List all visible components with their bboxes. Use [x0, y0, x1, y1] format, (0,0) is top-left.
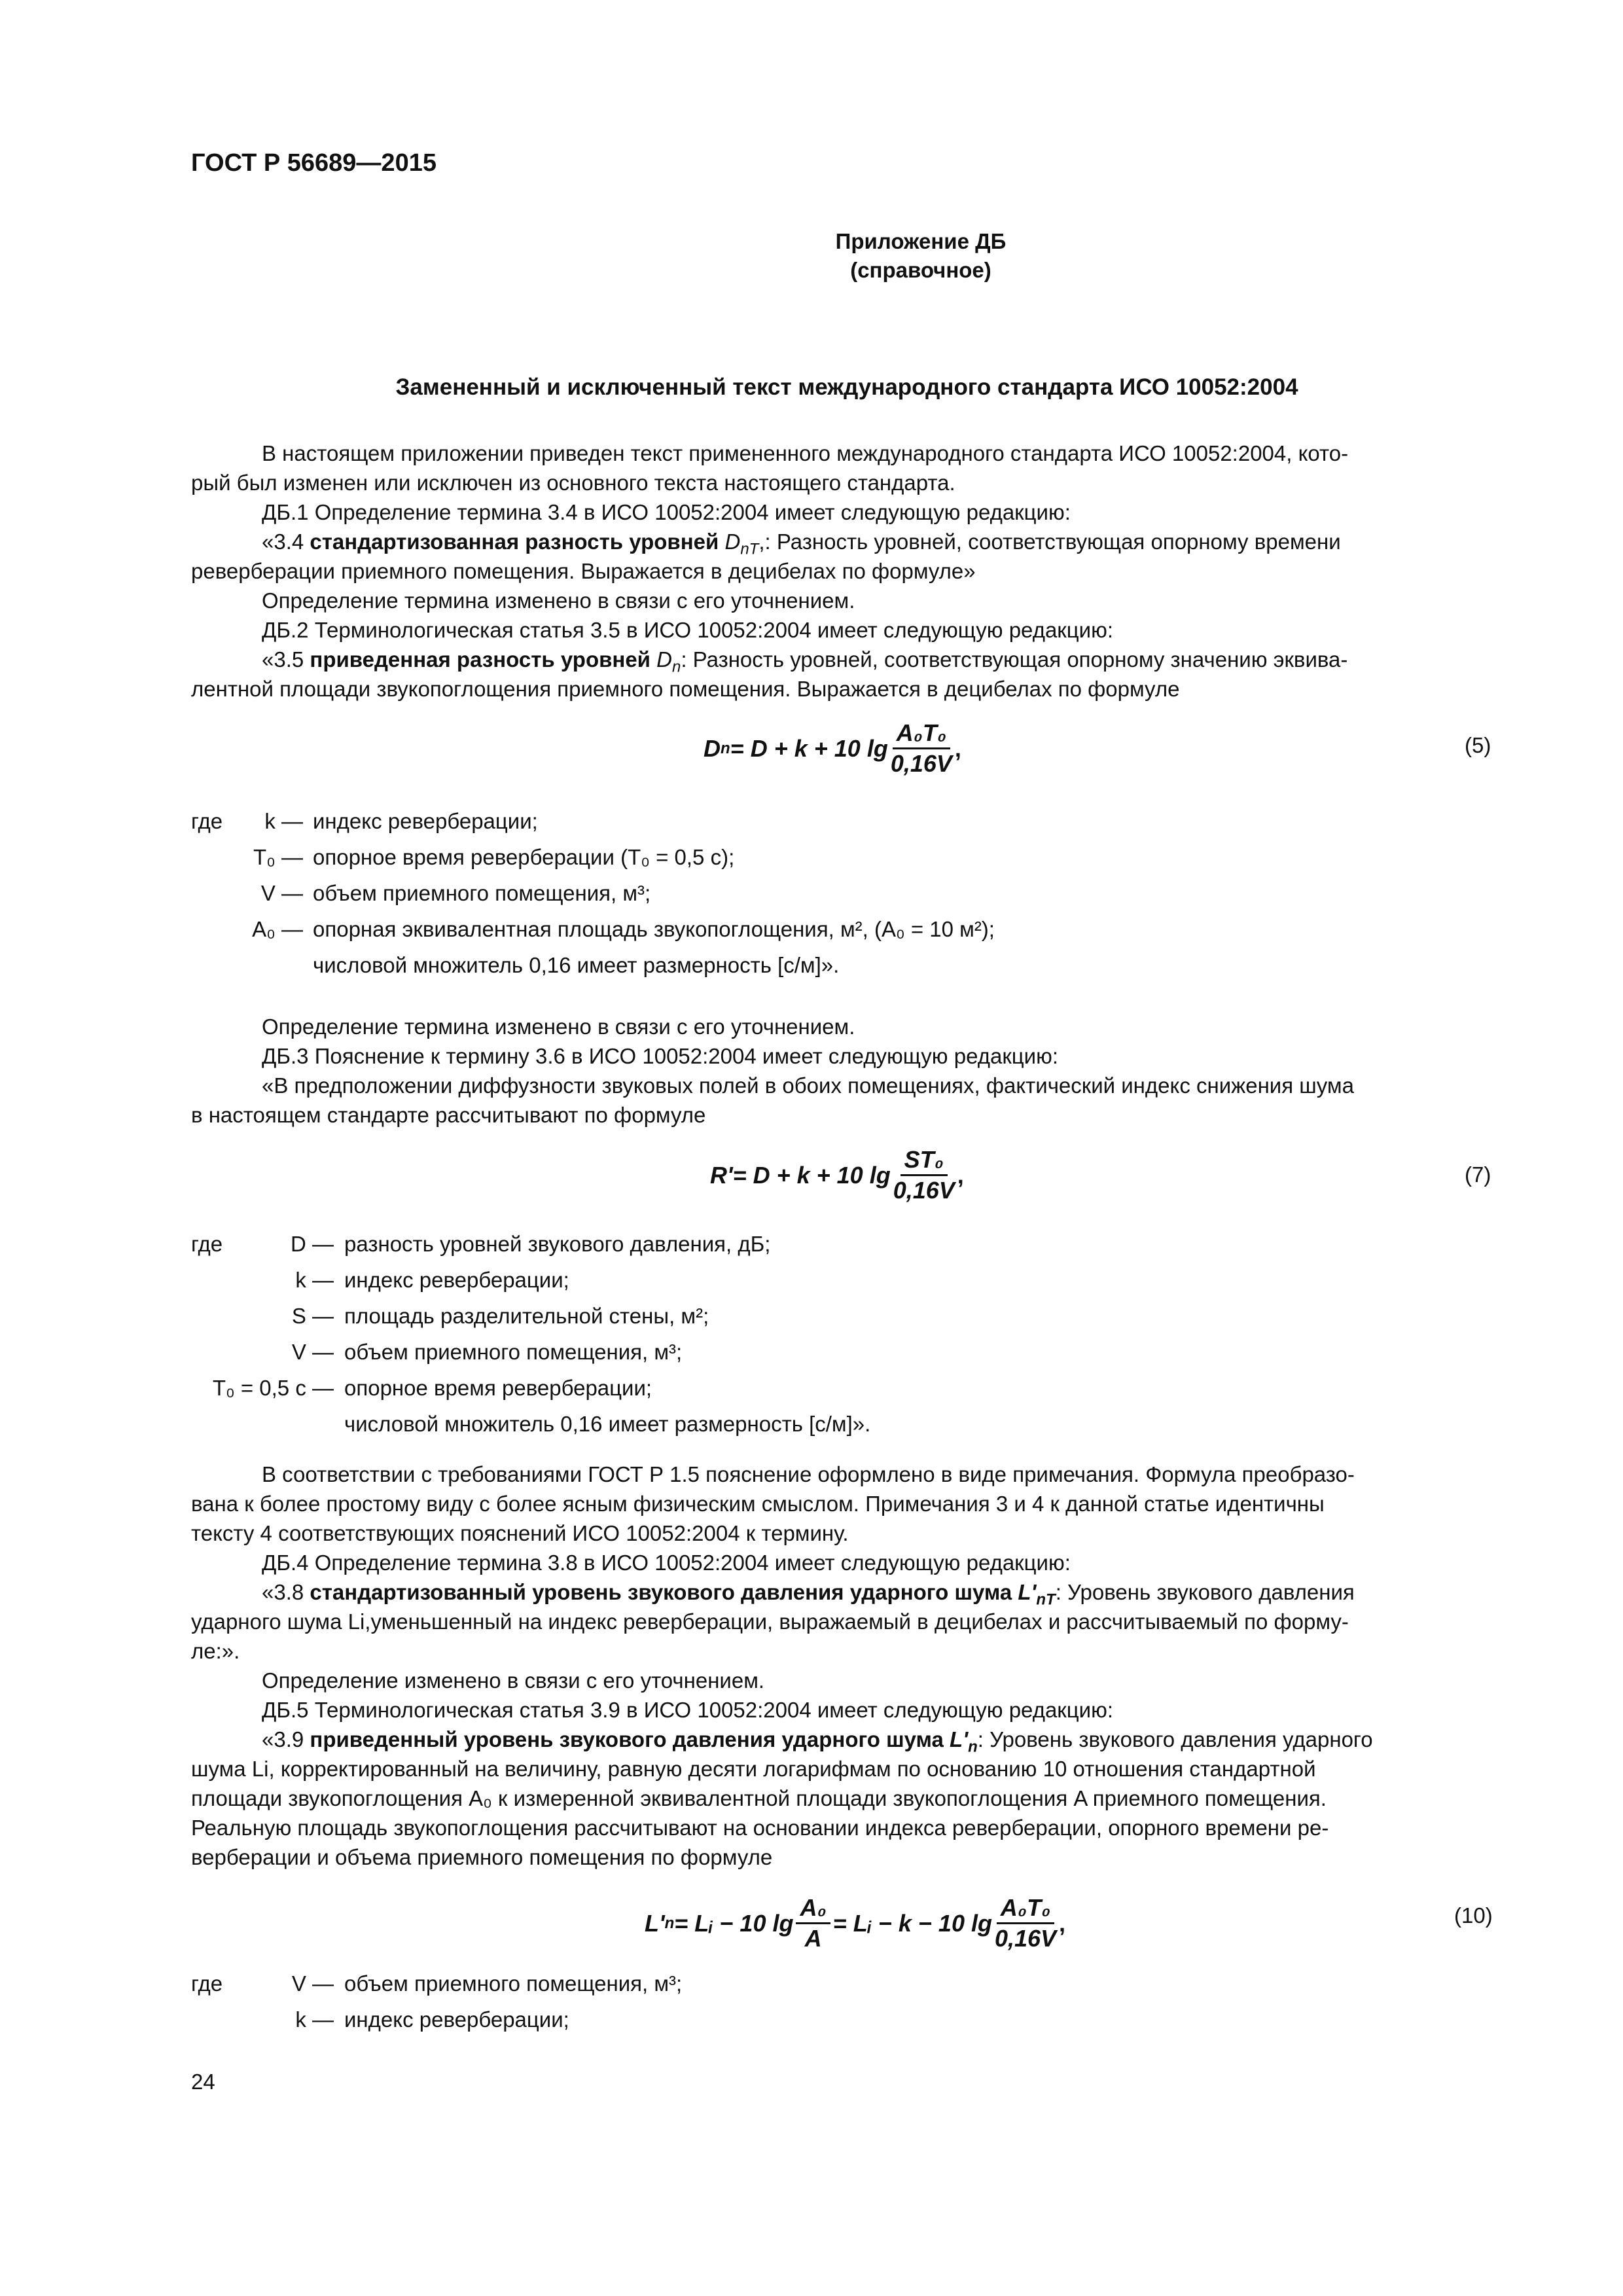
- def-5-1-symbol: T₀ —: [253, 845, 303, 869]
- db5-quote-line-5: верберации и объема приемного помещения по формуле: [191, 1845, 773, 1869]
- def-5-0-symbol: k —: [264, 809, 303, 833]
- appendix-type: (справочное): [850, 258, 991, 282]
- def-10-0-text: объем приемного помещения, м³;: [344, 1971, 683, 1996]
- def-5-0-text: индекс реверберации;: [313, 809, 538, 833]
- formula-7-fraction: $\frac{\text{ST₀}}{0,16V}$: [893, 1146, 955, 1204]
- db3-section: [191, 1012, 1496, 1130]
- db1-heading: ДБ.1 Определение термина 3.4 в ИСО 10052:2004 имеет следующую редакцию:: [262, 500, 1071, 524]
- def-7-3-symbol: V —: [291, 1340, 334, 1364]
- formula-10-fraction-1: $\frac{\text{A₀}}{A}$: [796, 1895, 830, 1952]
- db4-quote: «3.8 стандартизованный уровень звукового давления ударного шума $L'_{nT}$: Уровень звукового давления: [262, 1580, 1355, 1609]
- db3-note-line-2: вана к более простому виду с более ясным физическим смыслом. Примечания 3 и 4 к данной статье идентичны: [191, 1492, 1325, 1516]
- def-5-3-symbol: A₀ —: [252, 917, 303, 941]
- db2-note: Определение термина изменено в связи с его уточнением.: [262, 1014, 855, 1039]
- where-label: где: [191, 809, 223, 833]
- db3-note-line-3: тексту 4 соответствующих пояснений ИСО 10052:2004 к термину.: [191, 1521, 849, 1545]
- db1-quote-line-2: реверберации приемного помещения. Выражается в децибелах по формуле»: [191, 559, 976, 583]
- def-7-4-symbol: T₀ = 0,5 с —: [212, 1376, 334, 1400]
- def-7-4-text: опорное время реверберации;: [344, 1376, 652, 1400]
- def-5-2-text: объем приемного помещения, м³;: [313, 881, 651, 905]
- formula-5-number: (5): [1465, 733, 1491, 757]
- db2-quote: «3.5 приведенная разность уровней $D_n$: Разность уровней, соответствующая опорному значению эквива-: [262, 647, 1348, 676]
- page-number: 24: [191, 2070, 215, 2094]
- def-7-2-symbol: S —: [291, 1304, 334, 1328]
- intro-line-2: рый был изменен или исключен из основного текста настоящего стандарта.: [191, 471, 955, 495]
- db2-quote-line-2: лентной площади звукопоглощения приемного помещения. Выражается в децибелах по формуле: [191, 677, 1180, 701]
- db2-term: приведенная разность уровней: [310, 647, 651, 672]
- def-7-1-text: индекс реверберации;: [344, 1268, 569, 1292]
- def-7-0-text: разность уровней звукового давления, дБ;: [344, 1232, 771, 1256]
- db4-heading: ДБ.4 Определение термина 3.8 в ИСО 10052:2004 имеет следующую редакцию:: [262, 1551, 1071, 1575]
- def-7-3-text: объем приемного помещения, м³;: [344, 1340, 683, 1364]
- db4-quote-line-3: ле:».: [191, 1639, 240, 1663]
- db5-quote: «3.9 приведенный уровень звукового давления ударного шума $L'_n$: Уровень звукового давления ударного: [262, 1727, 1373, 1756]
- formula-7-number: (7): [1465, 1162, 1491, 1187]
- db3-note-line-1: В соответствии с требованиями ГОСТ Р 1.5 пояснение оформлено в виде примечания. Формула преобразо-: [262, 1462, 1355, 1486]
- formula-5-fraction: $\frac{\text{A₀T₀}}{0,16V}$: [890, 719, 952, 777]
- db3-quote-line-2: в настоящем стандарте рассчитывают по формуле: [191, 1103, 706, 1127]
- formula-10-definitions: [0, 1965, 1623, 2044]
- db3-quote-line-1: «В предположении диффузности звуковых полей в обоих помещениях, фактический индекс снижения шума: [262, 1073, 1354, 1098]
- formula-10: L' n = Lᵢ − 10 lg $\frac{\text{A₀}}{A}$ = Lᵢ − k − 10 lg $\frac{\text{A₀T₀}}{0,16V}$ ,: [645, 1894, 1066, 1952]
- formula-7: R' = D + k + 10 lg $\frac{\text{ST₀}}{0,16V}$ ,: [710, 1146, 964, 1204]
- db5-heading: ДБ.5 Терминологическая статья 3.9 в ИСО 10052:2004 имеет следующую редакцию:: [262, 1698, 1113, 1722]
- db5-quote-line-3: площади звукопоглощения A₀ к измеренной эквивалентной площади звукопоглощения A приемного помещения.: [191, 1786, 1327, 1810]
- def-7-0-symbol: D —: [291, 1232, 334, 1256]
- def-7-1-symbol: k —: [295, 1268, 334, 1292]
- formula-5-definitions: [0, 803, 1623, 999]
- db1-quote: «3.4 стандартизованная разность уровней $D_{nT}$,: Разность уровней, соответствующая опорному времени: [262, 529, 1341, 558]
- db1-term: стандартизованная разность уровней: [310, 529, 719, 554]
- def-5-4-text: числовой множитель 0,16 имеет размерность [с/м]».: [313, 953, 840, 977]
- formula-10-fraction-2: $\frac{\text{A₀T₀}}{0,16V}$: [994, 1894, 1057, 1952]
- db4-quote-line-2: ударного шума Li,уменьшенный на индекс реверберации, выражаемый в децибелах и рассчитываемый по форму-: [191, 1609, 1349, 1634]
- def-5-1-text: опорное время реверберации (T₀ = 0,5 с);: [313, 845, 735, 869]
- db5-quote-line-2: шума Li, корректированный на величину, равную десяти логарифмам по основанию 10 отношения стандартной: [191, 1757, 1316, 1781]
- db5-term: приведенный уровень звукового давления ударного шума: [310, 1727, 944, 1751]
- def-7-5-text: числовой множитель 0,16 имеет размерность [с/м]».: [344, 1412, 871, 1436]
- def-10-1-symbol: k —: [295, 2007, 334, 2032]
- db4-note: Определение изменено в связи с его уточнением.: [262, 1668, 765, 1693]
- document-code: ГОСТ Р 56689—2015: [191, 149, 437, 177]
- db2-heading: ДБ.2 Терминологическая статья 3.5 в ИСО 10052:2004 имеет следующую редакцию:: [262, 618, 1113, 642]
- formula-7-definitions: [0, 1226, 1623, 1448]
- intro-line-1: В настоящем приложении приведен текст примененного международного стандарта ИСО 10052:2004, кото-: [262, 441, 1349, 465]
- def-10-1-text: индекс реверберации;: [344, 2007, 569, 2032]
- formula-5: D n = D + k + 10 lg $\frac{\text{A₀T₀}}{0,16V}$ ,: [704, 719, 961, 777]
- def-7-2-text: площадь разделительной стены, м²;: [344, 1304, 709, 1328]
- def-5-2-symbol: V —: [260, 881, 303, 905]
- appendix-label: Приложение ДБ: [835, 229, 1007, 253]
- def-5-3-text: опорная эквивалентная площадь звукопоглощения, м², (A₀ = 10 м²);: [313, 917, 995, 941]
- where-label-3: где: [191, 1971, 223, 1996]
- where-label-2: где: [191, 1232, 223, 1256]
- def-10-0-symbol: V —: [291, 1971, 334, 1996]
- db4-term: стандартизованный уровень звукового давления ударного шума: [310, 1580, 1012, 1604]
- db3-heading: ДБ.3 Пояснение к термину 3.6 в ИСО 10052:2004 имеет следующую редакцию:: [262, 1044, 1059, 1068]
- formula-10-number: (10): [1454, 1903, 1493, 1928]
- db4-db5-section: [191, 1460, 1496, 1872]
- db1-note: Определение термина изменено в связи с его уточнением.: [262, 588, 855, 613]
- appendix-title: Замененный и исключенный текст международного стандарта ИСО 10052:2004: [395, 374, 1298, 400]
- db5-quote-line-4: Реальную площадь звукопоглощения рассчитывают на основании индекса реверберации, опорного времени ре-: [191, 1816, 1329, 1840]
- intro-section: [191, 439, 1496, 704]
